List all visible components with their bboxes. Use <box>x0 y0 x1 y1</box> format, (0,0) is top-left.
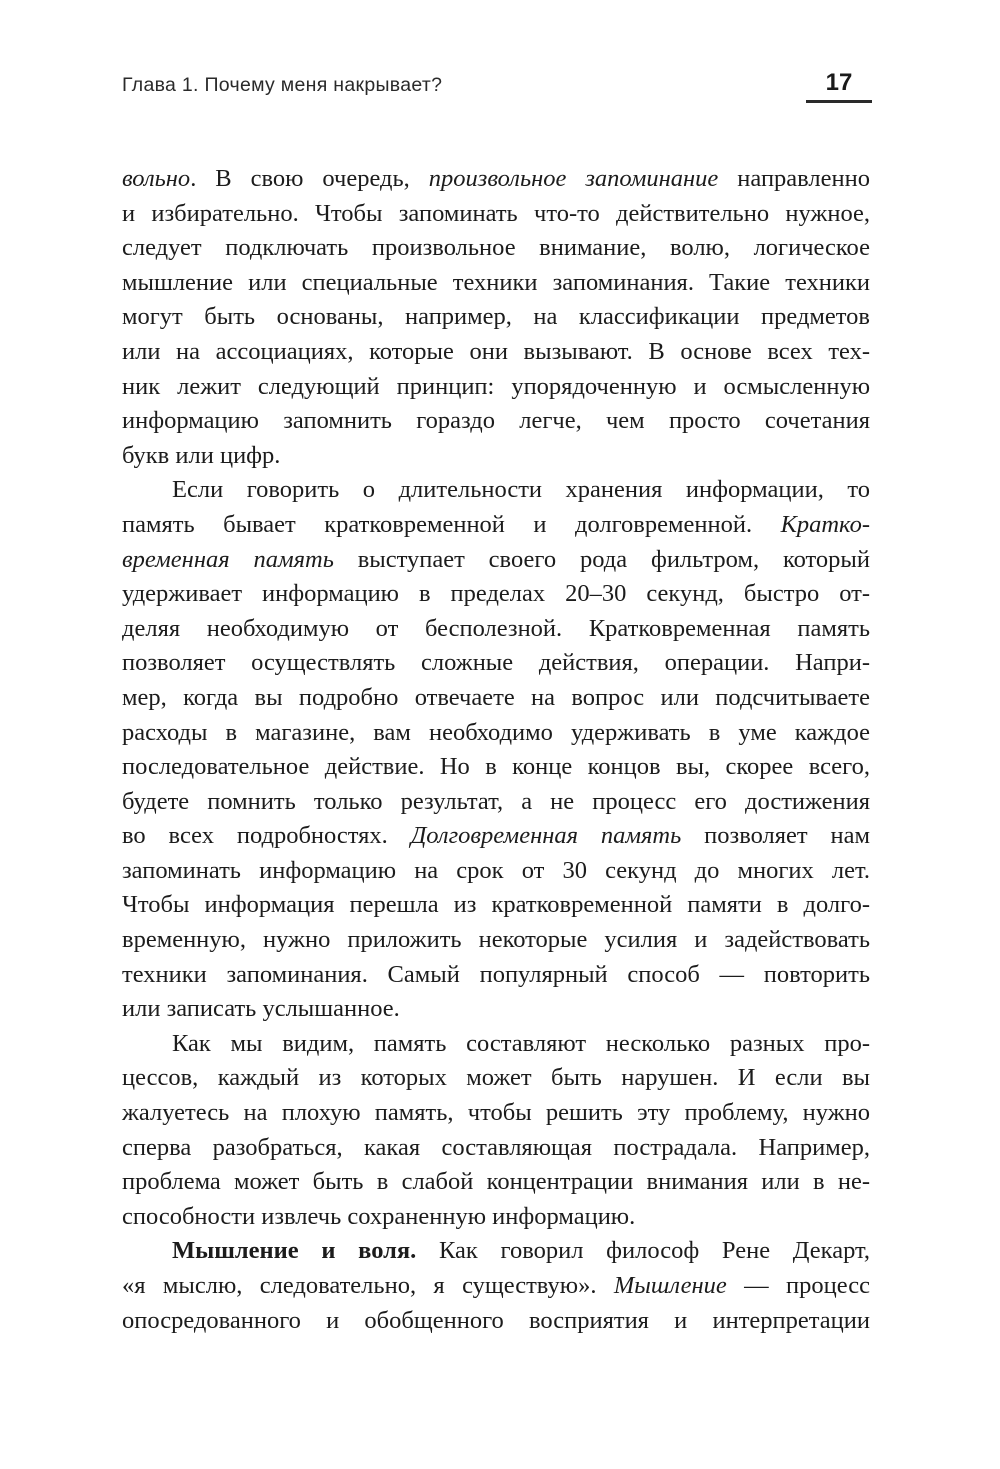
text-line <box>122 681 870 716</box>
paragraph <box>122 473 870 1027</box>
italic-term: Мышление <box>613 1272 727 1299</box>
paragraph <box>122 162 870 473</box>
text-run: «я мыслю, следовательно, я существую». <box>122 1272 614 1299</box>
text-line <box>122 646 870 681</box>
text-run: будете помнить только результат, а не процесс его достижения <box>122 787 870 815</box>
text-line <box>122 508 870 543</box>
text-line <box>122 923 870 958</box>
text-run: способности извлечь сохраненную информацию. <box>122 1202 636 1230</box>
text-line <box>122 404 870 439</box>
text-line <box>122 197 870 232</box>
text-line <box>122 300 870 335</box>
text-line <box>122 231 870 266</box>
text-line <box>122 992 870 1027</box>
text-run: выступает своего рода фильтром, который <box>333 545 870 573</box>
text-run: деляя необходимую от бесполезной. Кратковременная память <box>122 614 870 642</box>
text-run: Чтобы информация перешла из кратковременной памяти в долго- <box>122 891 870 919</box>
text-run: сперва разобраться, какая составляющая пострадала. Например, <box>122 1133 870 1161</box>
text-line <box>122 1269 870 1304</box>
text-run: проблема может быть в слабой концентрации внимания или в не- <box>122 1168 870 1196</box>
text-line <box>122 1165 870 1200</box>
text-run: следует подключать произвольное внимание, волю, логическое <box>122 234 870 262</box>
text-line <box>122 1200 870 1235</box>
text-run: расходы в магазине, вам необходимо удерживать в уме каждое <box>122 718 870 746</box>
text-run: жалуетесь на плохую память, чтобы решить эту проблему, нужно <box>122 1099 870 1127</box>
italic-term: временная память <box>122 545 334 573</box>
text-run: и избирательно. Чтобы запоминать что-то действительно нужное, <box>122 199 870 227</box>
text-line <box>122 543 870 578</box>
running-head: Глава 1. Почему меня накрывает? <box>122 74 443 96</box>
text-line <box>122 1061 870 1096</box>
text-run: букв или цифр. <box>122 441 281 469</box>
text-line <box>122 750 870 785</box>
text-line <box>122 785 870 820</box>
text-line <box>122 1096 870 1131</box>
text-run: информацию запомнить гораздо легче, чем просто сочетания <box>122 407 870 435</box>
text-run: опосредованного и обобщенного восприятия и интерпретации <box>122 1306 870 1334</box>
text-run: во всех подробностях. <box>122 822 411 850</box>
text-run: временную, нужно приложить некоторые усилия и задействовать <box>122 926 870 954</box>
text-line <box>122 1131 870 1166</box>
italic-term: Долговременная память <box>410 822 682 850</box>
text-run: или на ассоциациях, которые они вызывают. В основе всех тех- <box>122 337 870 365</box>
text-line <box>122 370 870 405</box>
paragraph <box>122 1234 870 1338</box>
text-line <box>122 854 870 889</box>
page-header <box>122 70 872 110</box>
text-line <box>122 473 870 508</box>
text-run: Как говорил философ Рене Декарт, <box>416 1237 870 1265</box>
text-run: ник лежит следующий принцип: упорядоченную и осмысленную <box>122 372 870 400</box>
text-run: Если говорить о длительности хранения информации, то <box>172 476 870 504</box>
text-run: удерживает информацию в пределах 20–30 секунд, быстро от- <box>122 580 870 608</box>
text-line <box>122 888 870 923</box>
text-run: направленно <box>718 165 871 192</box>
text-run: позволяет осуществлять сложные действия, операции. Напри- <box>122 649 870 677</box>
italic-term: Кратко- <box>780 510 870 538</box>
text-line <box>122 577 870 612</box>
text-run: могут быть основаны, например, на классификации предметов <box>122 303 870 331</box>
text-line <box>122 266 870 301</box>
bold-heading: Мышление и воля. <box>172 1237 417 1265</box>
text-run: . В свою очередь, <box>190 165 429 192</box>
text-run: запоминать информацию на срок от 30 секунд до многих лет. <box>122 856 870 884</box>
text-line <box>122 439 870 474</box>
text-run: техники запоминания. Самый популярный способ — повторить <box>122 960 870 988</box>
text-line <box>122 1234 870 1269</box>
text-run: — процесс <box>726 1272 870 1299</box>
text-line <box>122 716 870 751</box>
text-line <box>122 958 870 993</box>
text-line <box>122 335 870 370</box>
page-number: 17 <box>806 70 872 103</box>
text-run: мышление или специальные техники запоминания. Такие техники <box>122 268 870 296</box>
text-run: Как мы видим, память составляют несколько разных про- <box>172 1029 870 1057</box>
body-text <box>122 162 870 1338</box>
text-run: цессов, каждый из которых может быть нарушен. И если вы <box>122 1064 870 1092</box>
text-run: память бывает кратковременной и долговременной. <box>122 510 781 538</box>
text-line <box>122 1027 870 1062</box>
text-line <box>122 612 870 647</box>
text-run: последовательное действие. Но в конце концов вы, скорее всего, <box>122 753 870 781</box>
text-line <box>122 819 870 854</box>
text-run: мер, когда вы подробно отвечаете на вопрос или подсчитываете <box>122 683 870 711</box>
italic-term: произвольное запоминание <box>428 165 719 192</box>
text-run: или записать услышанное. <box>122 995 400 1023</box>
text-run: позволяет нам <box>681 822 870 850</box>
text-line <box>122 1304 870 1339</box>
paragraph <box>122 1027 870 1235</box>
text-line <box>122 162 870 197</box>
italic-term: вольно <box>122 165 191 192</box>
